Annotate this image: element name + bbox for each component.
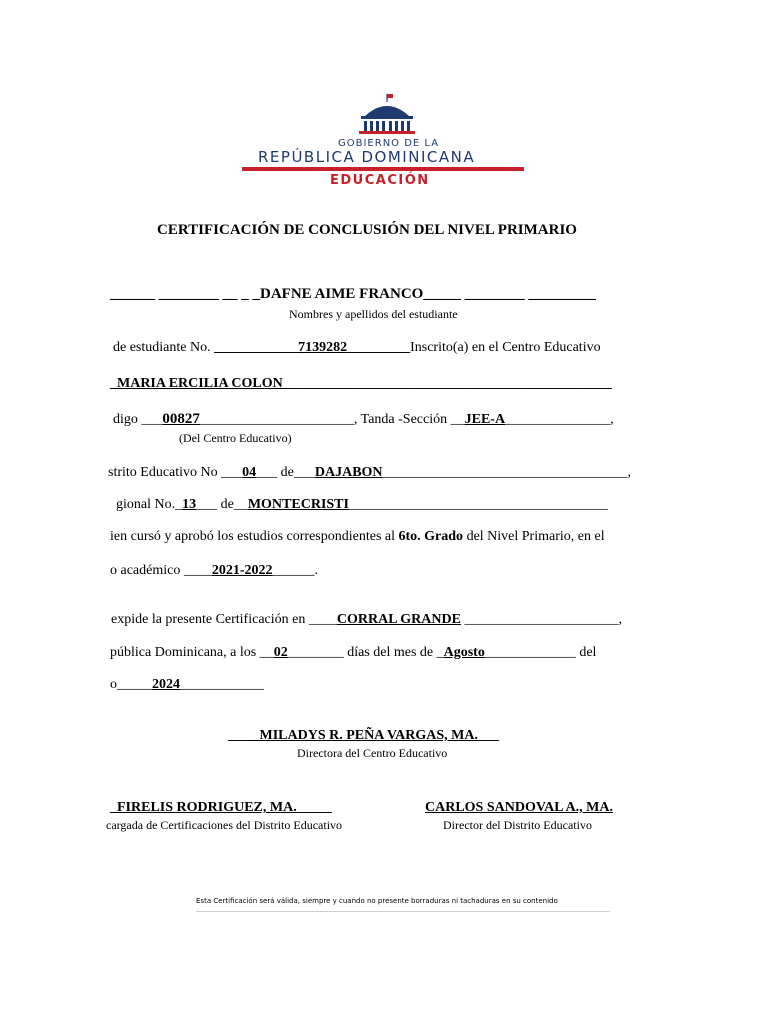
regional-mid: ___ de__	[196, 497, 248, 512]
regional-line	[116, 497, 608, 513]
dome-emblem-icon	[240, 92, 530, 138]
director-trail: ___	[477, 728, 499, 743]
regional-prefix: gional No._	[116, 497, 183, 512]
district-number: 04	[242, 465, 257, 480]
grade: 6to. Grado	[398, 529, 464, 544]
code-line	[113, 411, 614, 428]
place-line	[111, 612, 622, 628]
validity-note-text: Esta Certificación será válida, siempre y cuando no presente borraduras ni tachaduras en su contenido	[196, 897, 558, 905]
date-month: Agosto	[443, 645, 485, 660]
year-trail: ______.	[272, 563, 319, 578]
district-prefix: strito Educativo No ___	[108, 465, 243, 480]
regional-trail: _____________________________________	[348, 497, 608, 512]
right-signer-name: CARLOS SANDOVAL A., MA.	[425, 800, 613, 815]
student-name-lead: ______ ________ __ _ _	[110, 286, 260, 302]
section-trail: _______________	[505, 412, 611, 427]
code-lead: ___	[141, 412, 163, 427]
code-end: ,	[610, 412, 614, 427]
id-suffix: Inscrito(a) en el Centro Educativo	[410, 340, 601, 355]
place-prefix: expide la presente Certificación en ____	[111, 612, 337, 627]
director-lead: ___	[228, 728, 249, 743]
school-year: 2021-2022	[211, 563, 273, 578]
director-name: _ MILADYS R. PEÑA VARGAS, MA.	[249, 728, 478, 743]
validity-note	[196, 890, 610, 912]
district-end: ,	[627, 465, 632, 480]
student-name-trail: _____ ________ _________	[423, 286, 596, 302]
district-trail: ___________________________________	[382, 465, 628, 480]
district-name: DAJABON	[314, 465, 383, 480]
district-line	[108, 465, 631, 481]
logo-line-2: REPÚBLICA DOMINICANA	[258, 148, 476, 166]
page-title: CERTIFICACIÓN DE CONCLUSIÓN DEL NIVEL PRIMARIO	[157, 222, 577, 238]
center-code-caption: (Del Centro Educativo)	[179, 431, 292, 445]
date-trail: _____________ del	[484, 645, 597, 660]
student-name: DAFNE AIME FRANCO	[260, 286, 424, 302]
left-signer-role: cargada de Certificaciones del Distrito Educativo	[106, 818, 343, 832]
studies-suffix: del Nivel Primario, en el	[463, 529, 605, 544]
left-signer-name: _FIRELIS RODRIGUEZ, MA.	[110, 800, 297, 815]
center-name: _MARIA ERCILIA COLON	[110, 376, 283, 391]
date-mid: ________ días del mes de _	[287, 645, 444, 660]
date-prefix: pública Dominicana, a los __	[110, 645, 274, 660]
left-signature-line	[110, 800, 332, 816]
student-name-caption: Nombres y apellidos del estudiante	[289, 307, 458, 321]
id-prefix: de estudiante No.	[113, 340, 215, 355]
student-name-line	[110, 286, 596, 303]
center-code: 00827	[162, 411, 200, 427]
id-lead: ____________	[214, 340, 299, 355]
place-trail: ______________________,	[460, 612, 622, 627]
year2-trail: ____________	[180, 677, 264, 692]
district-mid: ___ de___	[256, 465, 315, 480]
issue-year: 2024	[152, 677, 180, 692]
student-id: 7139282	[298, 340, 348, 355]
logo-red-bar	[242, 167, 524, 171]
code-trail: ______________________	[199, 412, 354, 427]
date-day: 02	[273, 645, 288, 660]
section-value: JEE-A	[464, 412, 506, 427]
regional-number: 13	[182, 497, 197, 512]
director-signature-line	[228, 728, 499, 744]
right-signer-role: Director del Distrito Educativo	[443, 818, 592, 832]
id-line	[113, 340, 601, 356]
date-line	[110, 645, 596, 661]
issue-year-line	[110, 677, 264, 693]
logo-line-1: GOBIERNO DE LA	[338, 138, 440, 149]
year-prefix: o académico ____	[110, 563, 212, 578]
logo-line-3: EDUCACIÓN	[330, 173, 430, 188]
logo	[240, 92, 530, 190]
left-signer-trail: _____	[296, 800, 332, 815]
center-name-line	[110, 376, 612, 392]
director-role: Directora del Centro Educativo	[297, 746, 448, 760]
place-name: CORRAL GRANDE	[336, 612, 461, 627]
studies-line	[110, 529, 605, 545]
code-prefix: digo	[113, 412, 142, 427]
code-mid: , Tanda -Sección __	[353, 412, 465, 427]
id-trail: _________	[347, 340, 411, 355]
center-name-trail: _______________________________________________	[282, 376, 612, 391]
school-year-line	[110, 563, 318, 579]
regional-name: MONTECRISTI	[247, 497, 349, 512]
year2-prefix: o_____	[110, 677, 152, 692]
studies-prefix: ien cursó y aprobó los estudios correspondientes al	[110, 529, 399, 544]
